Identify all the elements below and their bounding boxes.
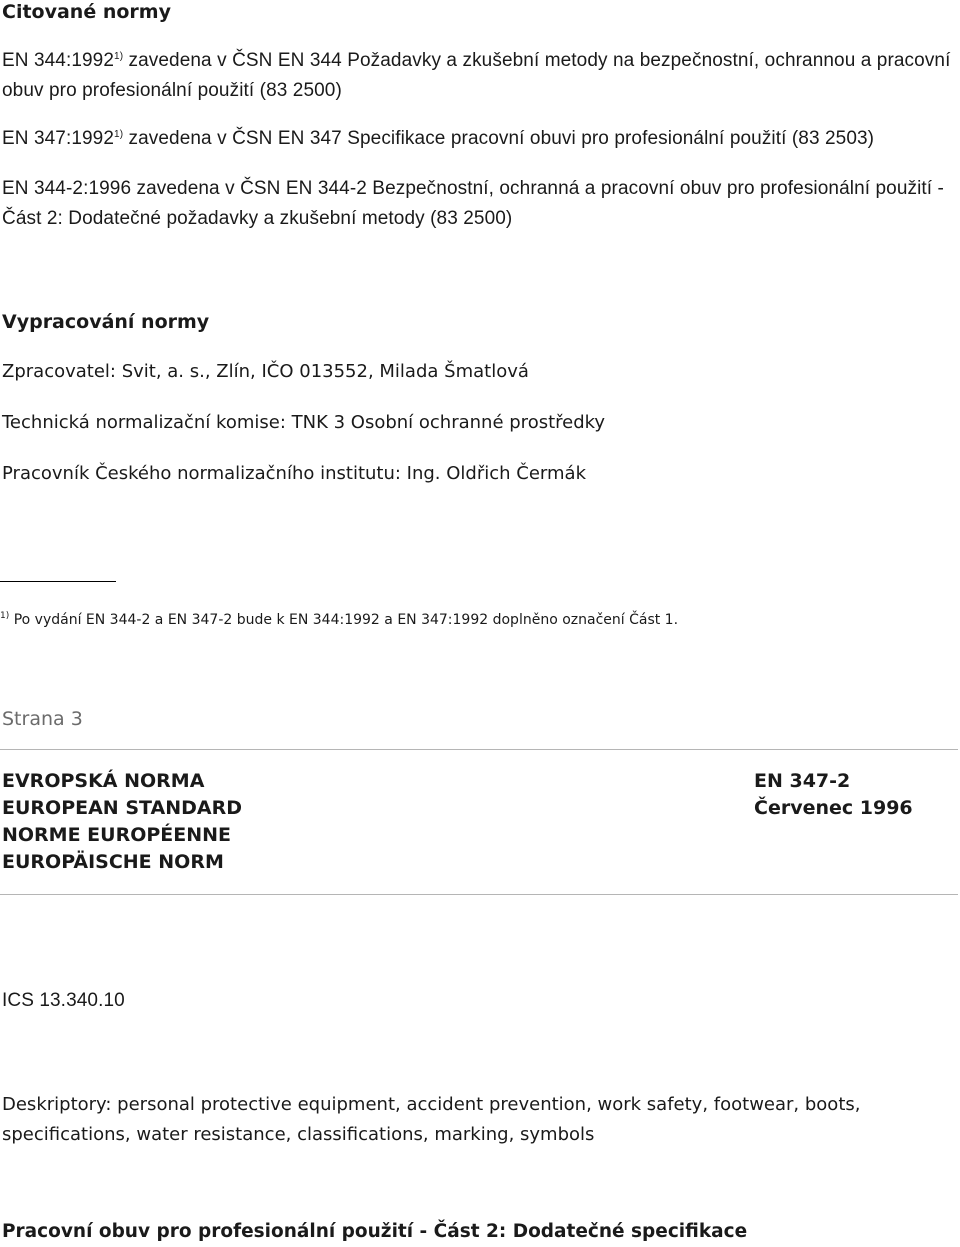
standard-name-cs: EVROPSKÁ NORMA [2, 770, 205, 792]
document-title: Pracovní obuv pro profesionální použití - Část 2: Dodatečné specifikace [2, 1221, 748, 1242]
standard-name-de: EUROPÄISCHE NORM [2, 851, 224, 873]
footnote-separator [0, 581, 116, 582]
divider-bottom [0, 894, 958, 895]
descriptors: Deskriptory: personal protective equipment, accident prevention, work safety, footwear, boots, specifications, water resistance, classifications, marking, symbols [2, 1094, 861, 1145]
cited-item-code: EN 344-2:1996 [2, 178, 132, 199]
cited-item-code: EN 344:1992 [2, 50, 115, 71]
footnote-text: Po vydání EN 344-2 a EN 347-2 bude k EN 344:1992 a EN 347:1992 doplněno označení Část 1. [9, 612, 679, 628]
cited-item [2, 46, 952, 106]
cited-item-text: zavedena v ČSN EN 344-2 Bezpečnostní, ochranná a pracovní obuv pro profesionální použití - Část 2: Dodatečné požadavky a zkušební metody (83 2500) [2, 178, 944, 229]
preparation-heading: Vypracování normy [2, 311, 210, 333]
standard-names [2, 768, 242, 876]
cited-item-code: EN 347:1992 [2, 128, 115, 149]
standard-number: EN 347-2 [754, 770, 851, 792]
footnote-mark: 1) [0, 611, 10, 621]
preparation-line: Technická normalizační komise: TNK 3 Osobní ochranné prostředky [2, 412, 606, 433]
footnote-ref: 1) [114, 51, 124, 62]
standard-date: Červenec 1996 [754, 797, 913, 819]
divider-top [0, 749, 958, 750]
footnote-ref: 1) [114, 129, 124, 140]
preparation-line: Zpracovatel: Svit, a. s., Zlín, IČO 013552, Milada Šmatlová [2, 361, 529, 382]
cited-item-text: zavedena v ČSN EN 344 Požadavky a zkušební metody na bezpečnostní, ochrannou a pracovní obuv pro profesionální použití (83 2500) [2, 50, 951, 101]
ics-code: ICS 13.340.10 [2, 990, 125, 1011]
footnote [0, 610, 678, 630]
cited-item-text: zavedena v ČSN EN 347 Specifikace pracovní obuvi pro profesionální použití (83 2503) [123, 128, 875, 149]
standard-name-en: EUROPEAN STANDARD [2, 797, 242, 819]
cited-item [2, 124, 960, 154]
cited-item [2, 174, 960, 234]
standard-id [754, 768, 913, 822]
standard-name-fr: NORME EUROPÉENNE [2, 824, 232, 846]
page-label: Strana 3 [2, 708, 83, 730]
cited-standards-heading: Citované normy [2, 1, 171, 23]
preparation-line: Pracovník Českého normalizačního institutu: Ing. Oldřich Čermák [2, 463, 586, 484]
